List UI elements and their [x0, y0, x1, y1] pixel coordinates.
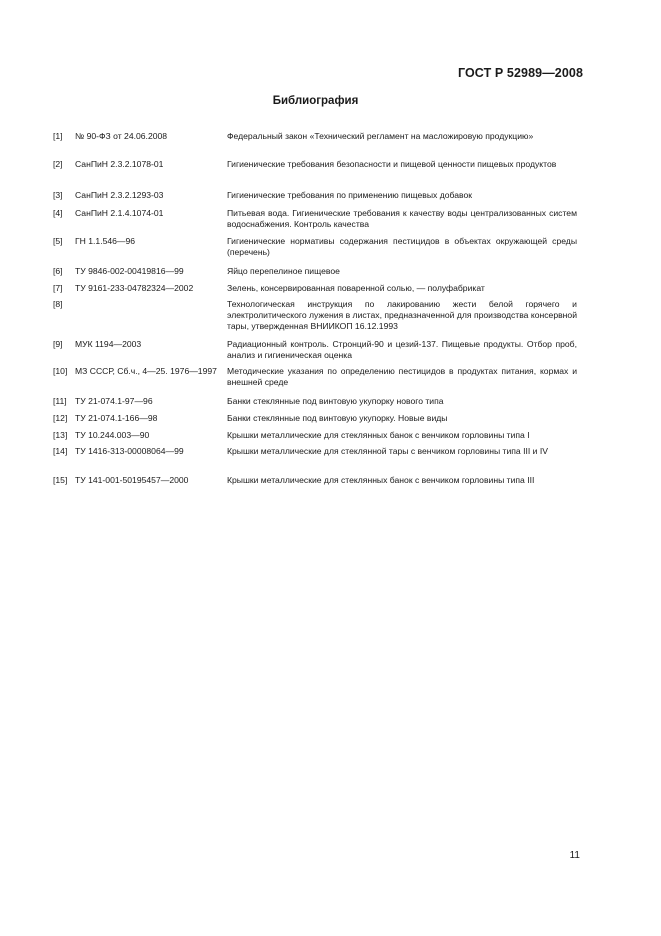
- entry-number: [13]: [53, 430, 68, 440]
- entry-number: [11]: [53, 396, 67, 406]
- page-title: Библиография: [272, 95, 359, 107]
- bibliography-entry: [53, 475, 577, 499]
- entry-description: Гигиенические нормативы содержания пестицидов в объектах окружающей среды (перечень): [227, 236, 577, 257]
- entry-number: [4]: [53, 208, 63, 218]
- entry-reference: ТУ 141-001-50195457—2000: [75, 475, 189, 485]
- bibliography-entry: [53, 413, 577, 430]
- entry-reference: № 90-ФЗ от 24.06.2008: [75, 131, 168, 141]
- entry-description: Федеральный закон «Технический регламент на масложировую продукцию»: [227, 131, 534, 141]
- entry-description: Методические указания по определению пестицидов в продуктах питания, кормах и внешней среде: [227, 366, 577, 387]
- entry-reference: СанПиН 2.3.2.1293-03: [75, 190, 164, 200]
- bibliography-entry: [53, 190, 577, 208]
- entry-reference: МУК 1194—2003: [75, 339, 142, 349]
- entry-description: Банки стеклянные под винтовую укупорку нового типа: [227, 396, 444, 406]
- entry-description: Радиационный контроль. Стронций-90 и цезий-137. Пищевые продукты. Отбор проб, анализ и гигиеническая оценка: [227, 339, 577, 360]
- bibliography-entry: [53, 266, 577, 283]
- entry-number: [5]: [53, 236, 63, 246]
- entry-number: [3]: [53, 190, 63, 200]
- entry-number: [14]: [53, 446, 68, 456]
- entry-number: [6]: [53, 266, 63, 276]
- bibliography-entry: [53, 159, 577, 190]
- entry-description: Технологическая инструкция по лакированию жести белой горячего и электролитического лужения в листах, предназначенной для производства консервной тары, утвержденная ВНИИКОП 16.12.1993: [227, 299, 577, 331]
- entry-number: [7]: [53, 283, 63, 293]
- entry-reference: СанПиН 2.1.4.1074-01: [75, 208, 164, 218]
- bibliography-entry: [53, 339, 577, 366]
- entry-description: Крышки металлические для стеклянных банок с венчиком горловины типа I: [227, 430, 530, 440]
- entry-reference: МЗ СССР, Сб.ч., 4—25. 1976—1997: [75, 366, 217, 376]
- entry-reference: ГН 1.1.546—96: [75, 236, 136, 246]
- document-code: ГОСТ Р 52989—2008: [457, 66, 583, 80]
- entry-description: Банки стеклянные под винтовую укупорку. Новые виды: [227, 413, 448, 423]
- entry-reference: СанПиН 2.3.2.1078-01: [75, 159, 164, 169]
- entry-number: [8]: [53, 299, 63, 309]
- entry-description: Зелень, консервированная поваренной солью, — полуфабрикат: [227, 283, 485, 293]
- bibliography-entry: [53, 299, 577, 339]
- bibliography-entry: [53, 366, 577, 396]
- entry-description: Крышки металлические для стеклянной тары с венчиком горловины типа III и IV: [227, 446, 548, 456]
- entry-number: [9]: [53, 339, 63, 349]
- bibliography-entry: [53, 208, 577, 236]
- entry-reference: ТУ 1416-313-00008064—99: [75, 446, 184, 456]
- entry-reference: ТУ 9846-002-00419816—99: [75, 266, 184, 276]
- bibliography-entry: [53, 430, 577, 446]
- entry-reference: ТУ 9161-233-04782324—2002: [75, 283, 194, 293]
- entry-reference: ТУ 21-074.1-97—96: [75, 396, 153, 406]
- entry-description: Гигиенические требования безопасности и пищевой ценности пищевых продуктов: [227, 159, 557, 169]
- bibliography-entry: [53, 396, 577, 413]
- entry-number: [15]: [53, 475, 68, 485]
- entry-number: [2]: [53, 159, 63, 169]
- entry-number: [12]: [53, 413, 68, 423]
- page-number: 11: [569, 850, 580, 861]
- entry-reference: ТУ 21-074.1-166—98: [75, 413, 158, 423]
- entry-number: [10]: [53, 366, 68, 376]
- bibliography-entry: [53, 236, 577, 266]
- entry-description: Крышки металлические для стеклянных банок с венчиком горловины типа III: [227, 475, 535, 485]
- bibliography-entry: [53, 131, 577, 159]
- bibliography-entry: [53, 283, 577, 299]
- entry-description: Яйцо перепелиное пищевое: [227, 266, 340, 276]
- entry-reference: ТУ 10.244.003—90: [75, 430, 150, 440]
- bibliography-list: [53, 131, 577, 499]
- bibliography-entry: [53, 446, 577, 475]
- entry-description: Гигиенические требования по применению пищевых добавок: [227, 190, 473, 200]
- entry-number: [1]: [53, 131, 63, 141]
- entry-description: Питьевая вода. Гигиенические требования к качеству воды централизованных систем водоснабжения. Контроль качества: [227, 208, 577, 229]
